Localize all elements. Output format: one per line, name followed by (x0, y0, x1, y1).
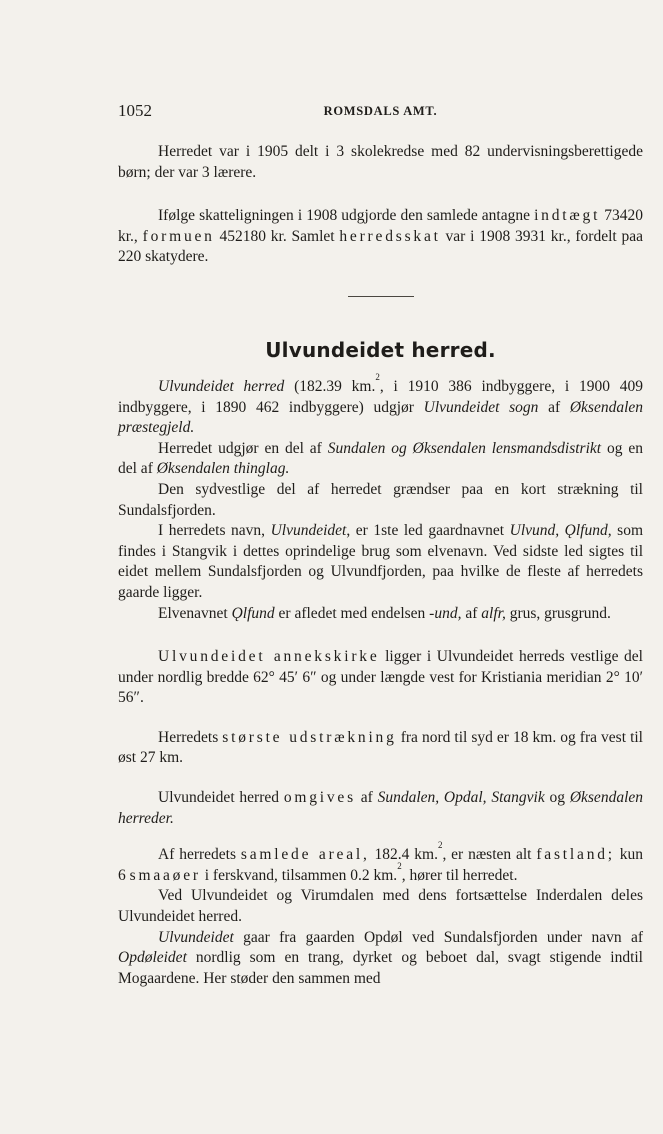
italic-term: -und, (429, 604, 462, 622)
italic-term: Ulvund, Ǫlfund, (509, 522, 612, 540)
body-paragraph-valley (118, 928, 643, 990)
text-span: gaar fra gaarden Opdøl ved Sundalsfjorden under navn af (233, 928, 643, 946)
text-span: af (461, 604, 482, 622)
text-span: 182.4 km. (369, 846, 438, 864)
body-paragraph-name-origin (118, 521, 643, 603)
italic-term: Ulvundeidet herred (158, 377, 285, 395)
spaced-term: omgives (283, 789, 356, 807)
text-span: Ulvundeidet herred (158, 789, 284, 807)
text-span: Herredet udgjør en del af (158, 439, 328, 457)
text-span: , i 1910 386 indbyggere, i 1900 409 indbyggere, i 1890 462 indbyggere) udgjør (118, 377, 644, 416)
body-paragraph-neighbors (118, 788, 643, 829)
body-paragraph-church (118, 647, 643, 709)
document-page (118, 95, 643, 989)
section-title: Ulvundeidet herred. (265, 337, 496, 362)
body-paragraph-extent (118, 728, 643, 769)
text-span: , er 1ste led gaardnavnet (346, 522, 510, 540)
italic-term: alfr, (481, 604, 506, 622)
italic-term: Øksendalen herreder. (118, 789, 643, 827)
text-span: , hører til herredet. (401, 866, 518, 884)
text-span: som findes i Stangvik i dettes oprindelige brug som elvenavn. Ved sidste led sigtes til eidet mellem Sundalsfjorden og Ulvundfjorden, paa hvilke de fleste af herredets gaarde ligger. (118, 522, 644, 601)
body-paragraph-area (118, 840, 644, 886)
italic-term: Øksendalen thinglag. (156, 460, 290, 478)
text-span: Elvenavnet (158, 604, 232, 622)
italic-term: Ǫlfund (231, 604, 275, 622)
text-span: , er næsten alt (442, 846, 537, 864)
text-span: I herredets navn, (158, 522, 271, 540)
text-span: grus, grusgrund. (505, 604, 611, 622)
text-span: Herredets (158, 728, 223, 746)
spaced-term: formuen (142, 227, 215, 245)
intro-paragraph-taxes (118, 206, 643, 268)
spaced-term: smaaøer (129, 866, 201, 884)
spaced-term: indtægt (534, 207, 601, 225)
text-span: ligger i Ulvundeidet herreds vestlige del under nordlig bredde 62° 45′ 6″ og under længde vest for Kristiania meridian 2° 10′ 56″. (118, 648, 643, 707)
text-span: kun 6 (118, 846, 644, 884)
text-span: i ferskvand, tilsammen 0.2 km. (200, 866, 398, 884)
page-number: 1052 (118, 101, 152, 120)
spaced-term: største udstrækning (222, 728, 397, 746)
italic-term: Øksendalen præstegjeld. (118, 398, 644, 437)
text-span: (182.39 km. (284, 377, 376, 395)
italic-term: Ulvundeidet (270, 522, 347, 540)
text-span: fra nord til syd er 18 km. og fra vest til øst 27 km. (118, 728, 643, 767)
body-paragraph-population (118, 371, 644, 439)
page-header (118, 95, 643, 125)
italic-term: Opdøleidet (118, 949, 187, 967)
body-paragraph-border: Den sydvestlige del af herredet grændser paa en kort strækning til Sundalsfjorden. (118, 480, 643, 519)
spaced-term: fastland; (536, 846, 615, 864)
text-span: 73420 kr., (118, 207, 643, 245)
text-span: var i 1908 3931 kr., fordelt paa 220 skatydere. (118, 227, 644, 266)
running-title: ROMSDALS AMT. (323, 104, 438, 118)
text-span: 452180 kr. Samlet (214, 227, 340, 245)
text-span: Ifølge skatteligningen i 1908 udgjorde den samlede antagne (158, 207, 535, 225)
text-span: af (538, 398, 570, 416)
italic-term: Ulvundeidet sogn (423, 398, 539, 416)
superscript: 2 (397, 860, 402, 871)
italic-term: Sundalen, Opdal, Stangvik (377, 789, 545, 807)
text-span: og (544, 789, 570, 807)
spaced-term: samlede areal, (240, 846, 370, 864)
body-paragraph-district (118, 439, 643, 480)
text-span: Af herredets (158, 846, 241, 864)
spaced-term: herredsskat (339, 227, 441, 245)
spaced-term: Ulvundeidet annekskirke (158, 648, 380, 666)
italic-term: Ulvundeidet (158, 928, 234, 946)
text-span: er afledet med endelsen (274, 604, 430, 622)
superscript: 2 (375, 371, 380, 382)
body-paragraph-division: Ved Ulvundeidet og Virumdalen med dens fortsættelse Inderdalen deles Ulvundeidet herred. (118, 887, 643, 926)
section-divider (348, 296, 414, 297)
text-span: nordlig som en trang, dyrket og beboet dal, svagt stigende indtil Mogaardene. Her støder den sammen med (118, 949, 643, 987)
body-paragraph-river-name (118, 604, 643, 625)
italic-term: Sundalen og Øksendalen lensmandsdistrikt (327, 439, 602, 457)
intro-paragraph-schools: Herredet var i 1905 delt i 3 skolekredse med 82 undervisningsberettigede børn; der var 3 lærere. (118, 143, 643, 181)
superscript: 2 (437, 840, 443, 851)
text-span: og en del af (118, 439, 643, 478)
text-span: af (355, 789, 378, 807)
